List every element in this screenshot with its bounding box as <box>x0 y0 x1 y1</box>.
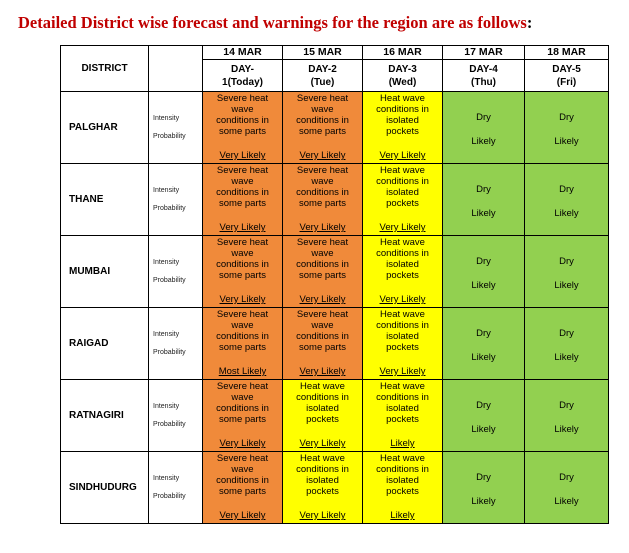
intensity-text: Heat wave conditions in isolated pockets <box>296 453 349 497</box>
page-title <box>18 13 532 33</box>
forecast-cell-content <box>525 308 608 379</box>
probability-text: Very Likely <box>299 150 346 161</box>
district-row <box>61 92 609 164</box>
district-name: MUMBAI <box>61 236 149 308</box>
district-row <box>61 164 609 236</box>
intensity-text: Heat wave conditions in isolated pockets <box>376 165 429 209</box>
intensity-label: Intensity <box>153 259 180 266</box>
forecast-cell-content <box>283 380 362 451</box>
forecast-cell-content <box>443 452 524 523</box>
intensity-text: Dry <box>476 328 491 339</box>
forecast-cell <box>525 452 609 524</box>
forecast-cell <box>363 164 443 236</box>
forecast-cell <box>443 452 525 524</box>
forecast-cell <box>283 452 363 524</box>
forecast-cell <box>283 380 363 452</box>
intensity-text: Dry <box>476 472 491 483</box>
intensity-text: Dry <box>559 400 574 411</box>
forecast-cell <box>363 308 443 380</box>
forecast-cell <box>525 92 609 164</box>
probability-text: Likely <box>471 424 496 435</box>
row-labels <box>149 164 203 236</box>
probability-text: Very Likely <box>219 294 266 305</box>
forecast-cell <box>283 164 363 236</box>
forecast-cell-content <box>443 164 524 235</box>
probability-text: Likely <box>554 496 579 507</box>
probability-label: Probability <box>153 133 186 140</box>
forecast-cell-content <box>443 380 524 451</box>
intensity-label: Intensity <box>153 331 180 338</box>
district-row <box>61 380 609 452</box>
intensity-label: Intensity <box>153 187 180 194</box>
probability-text: Very Likely <box>299 222 346 233</box>
district-name: THANE <box>61 164 149 236</box>
row-labels <box>149 308 203 380</box>
forecast-cell <box>443 164 525 236</box>
district-row <box>61 452 609 524</box>
intensity-text: Severe heat wave conditions in some parts <box>216 237 269 281</box>
forecast-cell-content <box>525 452 608 523</box>
probability-text: Likely <box>471 208 496 219</box>
probability-text: Likely <box>554 280 579 291</box>
probability-label: Probability <box>153 421 186 428</box>
forecast-cell-content <box>443 236 524 307</box>
probability-text: Very Likely <box>379 222 426 233</box>
district-name: PALGHAR <box>61 92 149 164</box>
probability-label: Probability <box>153 277 186 284</box>
forecast-cell <box>203 308 283 380</box>
probability-text: Very Likely <box>379 294 426 305</box>
intensity-text: Heat wave conditions in isolated pockets <box>376 309 429 353</box>
forecast-cell <box>443 92 525 164</box>
intensity-text: Dry <box>476 112 491 123</box>
forecast-cell <box>283 308 363 380</box>
probability-text: Very Likely <box>379 366 426 377</box>
intensity-text: Dry <box>476 184 491 195</box>
district-row <box>61 236 609 308</box>
forecast-cell <box>203 380 283 452</box>
probability-text: Likely <box>471 280 496 291</box>
forecast-cell-content <box>525 92 608 163</box>
intensity-text: Dry <box>559 112 574 123</box>
heading-text: Detailed District wise forecast and warnings for the region are as follows <box>18 13 527 32</box>
intensity-text: Severe heat wave conditions in some parts <box>296 309 349 353</box>
probability-text: Very Likely <box>299 510 346 521</box>
probability-text: Likely <box>554 352 579 363</box>
day-label-header: DAY-1(Today) <box>203 60 283 92</box>
probability-text: Very Likely <box>219 150 266 161</box>
intensity-text: Dry <box>559 256 574 267</box>
forecast-cell-content <box>283 92 362 163</box>
probability-label: Probability <box>153 349 186 356</box>
probability-label: Probability <box>153 205 186 212</box>
district-name: SINDHUDURG <box>61 452 149 524</box>
probability-text: Very Likely <box>219 510 266 521</box>
forecast-cell <box>525 380 609 452</box>
header-date-row <box>61 46 609 60</box>
forecast-cell-content <box>525 380 608 451</box>
district-name: RAIGAD <box>61 308 149 380</box>
intensity-text: Severe heat wave conditions in some parts <box>216 381 269 425</box>
forecast-cell <box>363 236 443 308</box>
forecast-table-body <box>61 46 609 524</box>
probability-text: Likely <box>554 136 579 147</box>
intensity-text: Severe heat wave conditions in some parts <box>216 93 269 137</box>
intensity-label: Intensity <box>153 115 180 122</box>
intensity-text: Severe heat wave conditions in some parts <box>296 93 349 137</box>
intensity-text: Dry <box>559 184 574 195</box>
forecast-cell-content <box>203 236 282 307</box>
probability-text: Very Likely <box>299 366 346 377</box>
forecast-cell-content <box>363 92 442 163</box>
day-date-header: 17 MAR <box>443 46 525 60</box>
intensity-text: Heat wave conditions in isolated pockets <box>376 93 429 137</box>
forecast-cell-content <box>363 380 442 451</box>
row-labels <box>149 380 203 452</box>
forecast-cell <box>443 236 525 308</box>
intensity-text: Severe heat wave conditions in some parts <box>216 453 269 497</box>
forecast-cell-content <box>525 236 608 307</box>
probability-text: Likely <box>390 438 415 449</box>
forecast-cell-content <box>203 380 282 451</box>
forecast-cell-content <box>443 92 524 163</box>
forecast-cell <box>525 308 609 380</box>
forecast-cell-content <box>363 308 442 379</box>
forecast-cell-content <box>203 164 282 235</box>
row-labels <box>149 452 203 524</box>
intensity-text: Heat wave conditions in isolated pockets <box>376 381 429 425</box>
probability-text: Very Likely <box>299 438 346 449</box>
forecast-cell-content <box>203 308 282 379</box>
day-date-header: 18 MAR <box>525 46 609 60</box>
probability-text: Likely <box>554 208 579 219</box>
probability-text: Very Likely <box>379 150 426 161</box>
forecast-cell-content <box>283 236 362 307</box>
probability-label: Probability <box>153 493 186 500</box>
district-name: RATNAGIRI <box>61 380 149 452</box>
forecast-cell <box>443 308 525 380</box>
forecast-cell <box>203 236 283 308</box>
intensity-label: Intensity <box>153 475 180 482</box>
forecast-cell-content <box>443 308 524 379</box>
forecast-table <box>60 45 609 524</box>
day-label-header: DAY-4 (Thu) <box>443 60 525 92</box>
forecast-cell <box>283 92 363 164</box>
probability-text: Most Likely <box>218 366 267 377</box>
intensity-text: Dry <box>559 472 574 483</box>
probability-text: Likely <box>471 496 496 507</box>
probability-text: Very Likely <box>219 438 266 449</box>
intensity-text: Dry <box>476 400 491 411</box>
intensity-text: Severe heat wave conditions in some parts <box>296 237 349 281</box>
forecast-cell <box>203 164 283 236</box>
forecast-cell <box>443 380 525 452</box>
intensity-label: Intensity <box>153 403 180 410</box>
probability-text: Likely <box>471 136 496 147</box>
district-header: DISTRICT <box>61 46 149 92</box>
day-date-header: 15 MAR <box>283 46 363 60</box>
intensity-text: Heat wave conditions in isolated pockets <box>376 237 429 281</box>
forecast-cell <box>525 164 609 236</box>
forecast-cell-content <box>363 164 442 235</box>
day-date-header: 14 MAR <box>203 46 283 60</box>
row-labels <box>149 92 203 164</box>
intensity-text: Heat wave conditions in isolated pockets <box>376 453 429 497</box>
intensity-text: Heat wave conditions in isolated pockets <box>296 381 349 425</box>
forecast-cell <box>283 236 363 308</box>
probability-text: Very Likely <box>299 294 346 305</box>
label-column-header <box>149 46 203 92</box>
district-row <box>61 308 609 380</box>
forecast-cell <box>363 452 443 524</box>
intensity-text: Dry <box>476 256 491 267</box>
row-labels <box>149 236 203 308</box>
probability-text: Very Likely <box>219 222 266 233</box>
intensity-text: Severe heat wave conditions in some parts <box>296 165 349 209</box>
forecast-cell <box>203 92 283 164</box>
probability-text: Likely <box>554 424 579 435</box>
forecast-cell-content <box>203 452 282 523</box>
forecast-cell <box>363 380 443 452</box>
day-label-header: DAY-3 (Wed) <box>363 60 443 92</box>
forecast-cell-content <box>525 164 608 235</box>
forecast-cell <box>525 236 609 308</box>
heading-colon: : <box>526 13 533 32</box>
forecast-cell-content <box>363 452 442 523</box>
forecast-cell-content <box>283 164 362 235</box>
probability-text: Likely <box>390 510 415 521</box>
forecast-cell-content <box>203 92 282 163</box>
day-date-header: 16 MAR <box>363 46 443 60</box>
forecast-cell-content <box>283 452 362 523</box>
forecast-cell-content <box>283 308 362 379</box>
intensity-text: Severe heat wave conditions in some parts <box>216 165 269 209</box>
intensity-text: Dry <box>559 328 574 339</box>
forecast-cell-content <box>363 236 442 307</box>
forecast-cell <box>203 452 283 524</box>
probability-text: Likely <box>471 352 496 363</box>
forecast-cell <box>363 92 443 164</box>
day-label-header: DAY-5 (Fri) <box>525 60 609 92</box>
day-label-header: DAY-2 (Tue) <box>283 60 363 92</box>
intensity-text: Severe heat wave conditions in some parts <box>216 309 269 353</box>
